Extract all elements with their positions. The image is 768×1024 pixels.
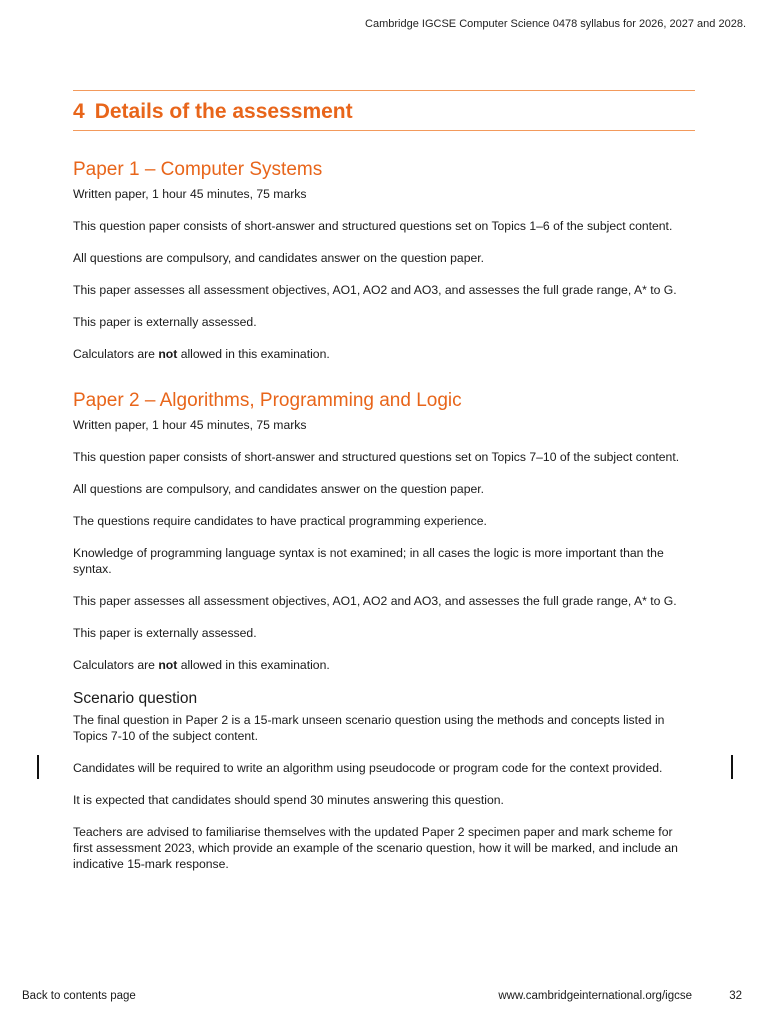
section-title: Details of the assessment <box>94 100 353 123</box>
calc-text: allowed in this examination. <box>177 347 330 361</box>
paper2-paragraph: This paper assesses all assessment objectives, AO1, AO2 and AO3, and assesses the full grade range, A* to G. <box>73 594 677 608</box>
scenario-heading: Scenario question <box>73 690 198 707</box>
scenario-paragraph: It is expected that candidates should spend 30 minutes answering this question. <box>73 793 504 807</box>
calc-text: allowed in this examination. <box>177 658 330 672</box>
paper2-calculators <box>73 657 695 673</box>
paper1-heading: Paper 1 – Computer Systems <box>73 159 323 180</box>
change-bar-right <box>731 755 733 779</box>
paper2-paragraph: This paper is externally assessed. <box>73 626 257 640</box>
paper2-heading: Paper 2 – Algorithms, Programming and Logic <box>73 390 462 411</box>
paper2-paragraph: All questions are compulsory, and candidates answer on the question paper. <box>73 482 485 496</box>
paper2-paragraph: The questions require candidates to have practical programming experience. <box>73 514 487 528</box>
calc-emphasis: not <box>158 658 178 672</box>
paper1-paragraph: This paper is externally assessed. <box>73 315 257 329</box>
calc-emphasis: not <box>158 347 178 361</box>
calc-text: Calculators are <box>73 658 159 672</box>
calc-text: Calculators are <box>73 347 159 361</box>
website-link[interactable]: www.cambridgeinternational.org/igcse <box>498 990 692 1002</box>
section-number: 4 <box>73 100 85 123</box>
section-heading <box>73 99 695 125</box>
paper2-paragraph: This question paper consists of short-answer and structured questions set on Topics 7–10 of the subject content. <box>73 450 680 464</box>
paper2-subtitle: Written paper, 1 hour 45 minutes, 75 marks <box>73 418 307 432</box>
change-bar-left <box>37 755 39 779</box>
page-number: 32 <box>729 990 742 1002</box>
running-header: Cambridge IGCSE Computer Science 0478 syllabus for 2026, 2027 and 2028. <box>365 18 746 30</box>
paper1-calculators <box>73 346 695 362</box>
back-to-contents-link[interactable]: Back to contents page <box>22 990 136 1002</box>
paper1-paragraph: All questions are compulsory, and candidates answer on the question paper. <box>73 251 485 265</box>
top-rule <box>73 90 695 91</box>
paper1-paragraph: This paper assesses all assessment objectives, AO1, AO2 and AO3, and assesses the full grade range, A* to G. <box>73 283 677 297</box>
scenario-paragraph: The final question in Paper 2 is a 15-mark unseen scenario question using the methods and concepts listed in Topics 7-10 of the subject content. <box>73 713 665 743</box>
scenario-paragraph: Candidates will be required to write an algorithm using pseudocode or program code for the context provided. <box>73 761 663 775</box>
main-content <box>73 90 695 888</box>
paper1-paragraph: This question paper consists of short-answer and structured questions set on Topics 1–6 of the subject content. <box>73 219 673 233</box>
bottom-rule <box>73 130 695 131</box>
scenario-paragraph: Teachers are advised to familiarise themselves with the updated Paper 2 specimen paper and mark scheme for first assessment 2023, which provide an example of the scenario question, how it will be marked, and include an indicative 15-mark response. <box>73 825 678 871</box>
paper2-paragraph: Knowledge of programming language syntax is not examined; in all cases the logic is more important than the syntax. <box>73 546 664 576</box>
paper1-subtitle: Written paper, 1 hour 45 minutes, 75 marks <box>73 187 307 201</box>
